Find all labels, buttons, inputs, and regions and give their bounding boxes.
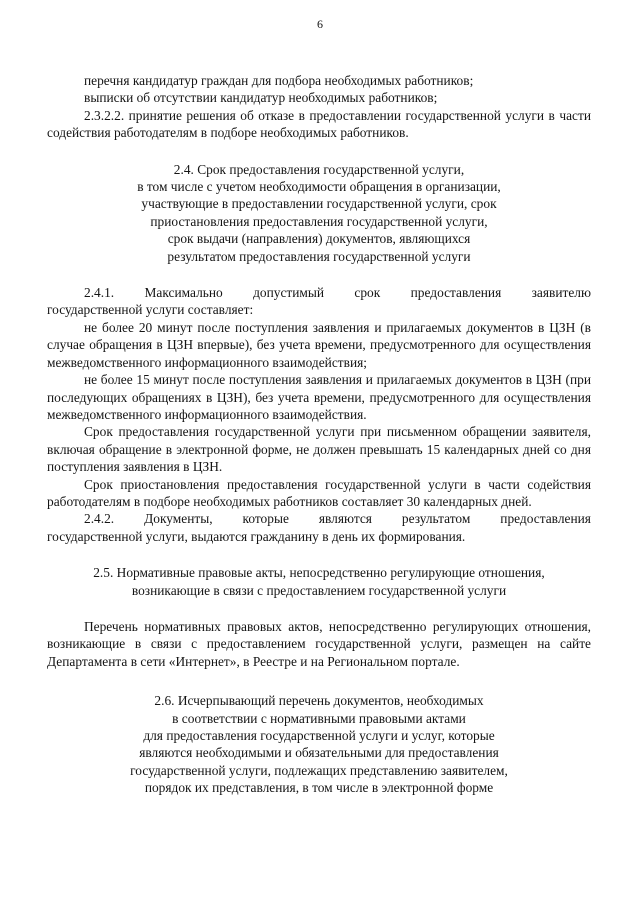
word: Максимально (144, 285, 223, 301)
word: являются (318, 511, 372, 527)
term-item-subsequent-visit: не более 15 минут после поступления заявления и прилагаемых документов в ЦЗН (при последующих обращениях в ЦЗН), без учета времени, предусмотренного для осуществления межведомственного информационного взаимодействия. (47, 372, 591, 422)
word: результатом (401, 511, 471, 527)
heading-2-6-line-4: являются необходимыми и обязательными для предоставления (139, 745, 499, 761)
paragraph-2-4-2 (47, 510, 591, 545)
word: 2.4.1. (84, 285, 115, 301)
heading-2-5-line-2: возникающие в связи с предоставлением государственной услуги (131, 582, 507, 598)
paragraph-2-4-1-line-1 (47, 284, 591, 301)
term-item-first-visit: не более 20 минут после поступления заявления и прилагаемых документов в ЦЗН (в случае обращения в ЦЗН впервые), без учета времени, предусмотренного для осуществления межведомственного информационного взаимодействия; (47, 319, 591, 370)
heading-2-4-line-1: 2.4. Срок предоставления государственной услуги, (173, 161, 465, 177)
heading-2-5 (47, 564, 591, 599)
heading-2-4-line-2: в том числе с учетом необходимости обращения в организации, (137, 179, 501, 195)
paragraph-2-4-1 (47, 284, 591, 319)
word: Документы, (144, 511, 213, 527)
word: предоставления (500, 511, 591, 527)
word: 2.4.2. (84, 511, 115, 527)
heading-2-4-line-3: участвующие в предоставлении государственной услуги, срок (141, 196, 497, 212)
word: допустимый (253, 285, 325, 301)
heading-2-6-line-1: 2.6. Исчерпывающий перечень документов, необходимых (154, 693, 484, 709)
intro-line-2: выписки об отсутствии кандидатур необходимых работников; (84, 90, 438, 106)
heading-2-6 (84, 692, 554, 796)
paragraph-legal-acts: Перечень нормативных правовых актов, непосредственно регулирующих отношения, возникающие в связи с предоставлением государственной услуги, размещен на сайте Департамента в сети «Интернет», в Реестре и на Региональном портале. (47, 618, 591, 669)
word: которые (242, 511, 289, 527)
heading-2-6-line-2: в соответствии с нормативными правовыми актами (172, 710, 466, 726)
word: предоставления (410, 285, 502, 301)
heading-2-4 (84, 161, 554, 265)
heading-2-4-line-4: приостановления предоставления государственной услуги, (150, 213, 488, 229)
paragraph-suspension-term: Срок приостановления предоставления государственной услуги в части содействия работодателям в подборе необходимых работников составляет 30 календарных дней. (47, 476, 591, 509)
heading-2-6-line-5: государственной услуги, подлежащих представлению заявителем, (130, 762, 508, 778)
heading-2-5-line-1: 2.5. Нормативные правовые акты, непосредственно регулирующие отношения, (93, 565, 545, 581)
page-content (47, 72, 591, 797)
intro-line-1: перечня кандидатур граждан для подбора необходимых работников; (84, 73, 474, 88)
heading-2-6-line-6: порядок их представления, в том числе в электронной форме (144, 780, 494, 796)
paragraph-2-4-2-line-2: государственной услуги, выдаются гражданину в день их формирования. (47, 528, 466, 544)
paragraph-2-3-2-2: 2.3.2.2. принятие решения об отказе в предоставлении государственной услуги в части содействия работодателям в подборе необходимых работников. (47, 107, 591, 141)
paragraph-2-4-1-line-2: государственной услуги составляет: (47, 302, 254, 318)
word: заявителю (531, 285, 591, 301)
paragraph-written-request: Срок предоставления государственной услуги при письменном обращении заявителя, включая обращение в электронной форме, не должен превышать 15 календарных дней со дня поступления заявления в ЦЗН. (47, 424, 591, 475)
heading-2-4-line-6: результатом предоставления государственной услуги (167, 248, 471, 264)
heading-2-6-line-3: для предоставления государственной услуги и услуг, которые (143, 728, 495, 743)
paragraph-2-4-2-line-1 (47, 510, 591, 527)
heading-2-4-line-5: срок выдачи (направления) документов, являющихся (167, 231, 471, 247)
page-number: 6 (317, 17, 323, 31)
word: срок (354, 285, 381, 301)
